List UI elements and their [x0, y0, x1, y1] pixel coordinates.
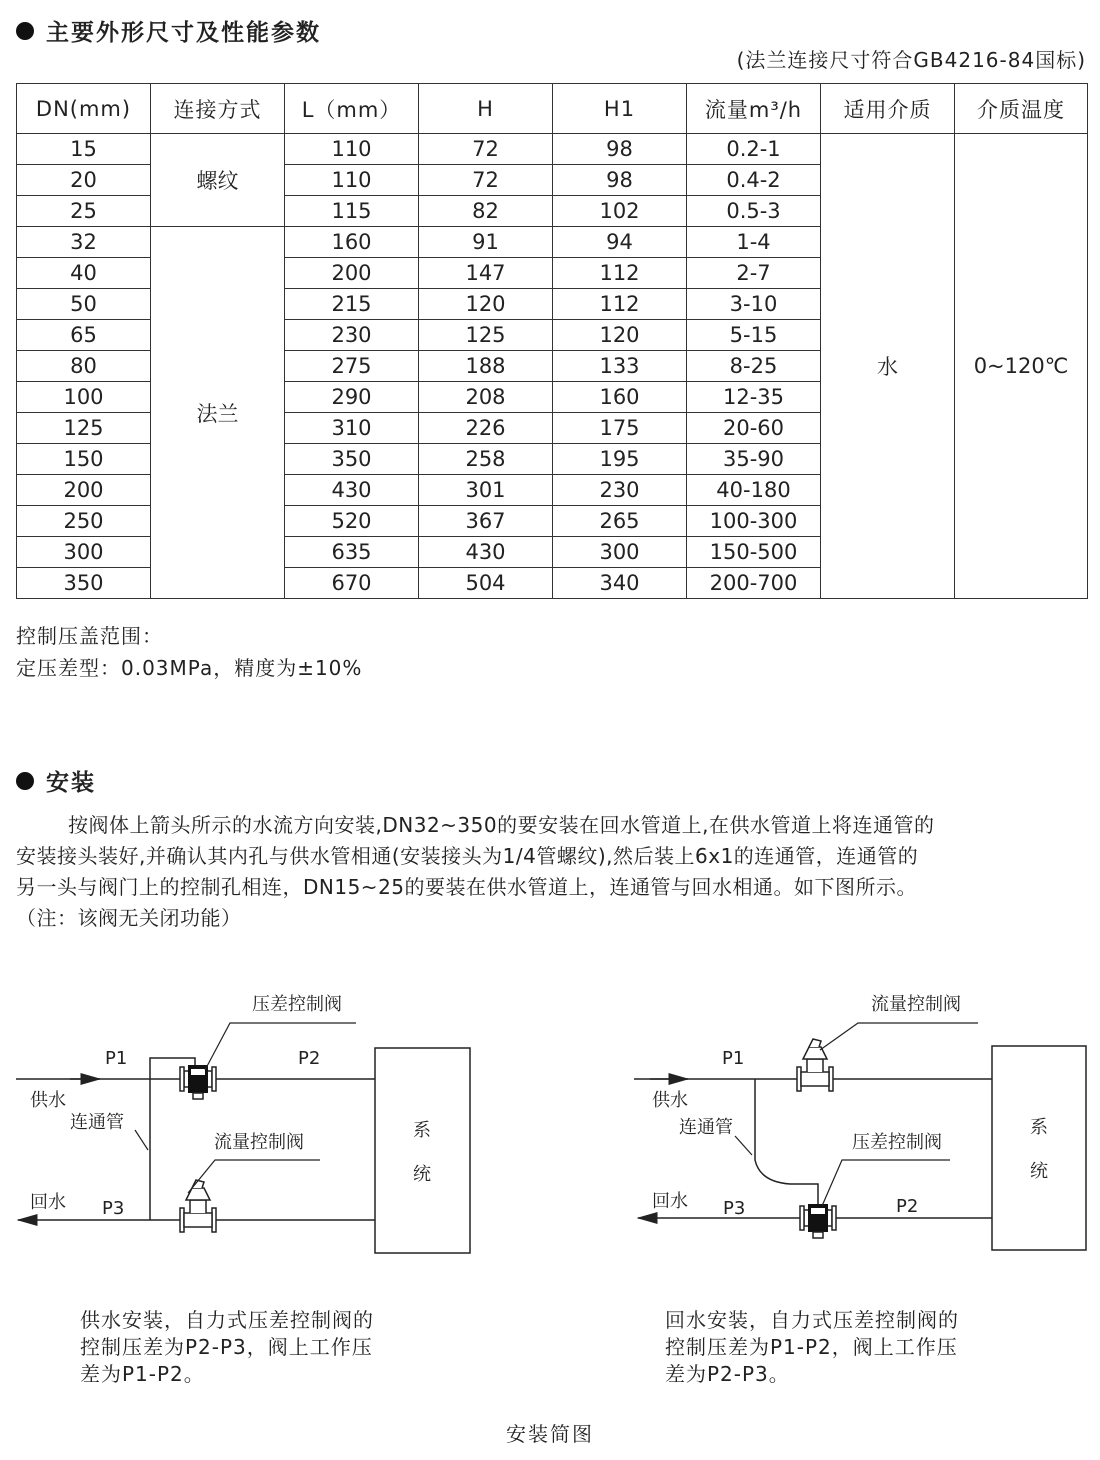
- label-system-1: 系: [1030, 1117, 1048, 1138]
- cell-dn: 65: [17, 320, 151, 351]
- section-title: 安装: [46, 770, 96, 796]
- cell-h: 72: [419, 165, 553, 196]
- cell-l: 430: [285, 475, 419, 506]
- cell-l: 110: [285, 165, 419, 196]
- cell-l: 115: [285, 196, 419, 227]
- caption-supply-install: [80, 1307, 374, 1388]
- install-diagram: [0, 980, 1100, 1280]
- system-box: [375, 1048, 470, 1253]
- cell-flow: 12-35: [687, 382, 821, 413]
- cell-h1: 112: [553, 289, 687, 320]
- cell-l: 635: [285, 537, 419, 568]
- cell-flow: 35-90: [687, 444, 821, 475]
- cell-h1: 300: [553, 537, 687, 568]
- caption-line: 回水安装，自力式压差控制阀的: [665, 1308, 959, 1332]
- table-header-row: [17, 84, 1088, 134]
- cell-flow: 100-300: [687, 506, 821, 537]
- cell-h: 82: [419, 196, 553, 227]
- bullet-dot-icon: [16, 772, 34, 790]
- cell-l: 215: [285, 289, 419, 320]
- cell-connection: 法兰: [151, 227, 285, 599]
- pressure-differential-valve-icon: [180, 1065, 216, 1099]
- cell-h1: 102: [553, 196, 687, 227]
- header-temperature: 介质温度: [955, 84, 1088, 134]
- label-supply: 供水: [30, 1090, 66, 1111]
- cell-l: 110: [285, 134, 419, 165]
- header-h: H: [419, 84, 553, 134]
- standard-note: (法兰连接尺寸符合GB4216-84国标): [736, 48, 1086, 72]
- label-p3: P3: [102, 1198, 125, 1219]
- leader-line: [135, 1130, 148, 1150]
- control-range-value: 定压差型：0.03MPa，精度为±10%: [16, 656, 363, 680]
- label-fcv: 流量控制阀: [214, 1132, 304, 1153]
- cell-flow: 150-500: [687, 537, 821, 568]
- cell-dn: 20: [17, 165, 151, 196]
- cell-flow: 0.4-2: [687, 165, 821, 196]
- leader-line: [188, 1160, 320, 1193]
- label-pdv: 压差控制阀: [252, 994, 342, 1015]
- cell-l: 200: [285, 258, 419, 289]
- cell-dn: 300: [17, 537, 151, 568]
- cell-h: 147: [419, 258, 553, 289]
- cell-medium: 水: [821, 134, 955, 599]
- section-heading-specs: [16, 14, 321, 47]
- cell-flow: 0.5-3: [687, 196, 821, 227]
- label-p2: P2: [896, 1196, 919, 1217]
- cell-h: 188: [419, 351, 553, 382]
- paragraph-line: 另一头与阀门上的控制孔相连，DN15~25的要装在供水管道上，连通管与回水相通。如下图所示。: [16, 875, 918, 899]
- caption-return-install: [665, 1307, 959, 1388]
- cell-dn: 250: [17, 506, 151, 537]
- leader-line: [822, 1160, 950, 1206]
- diagram-right: [634, 994, 1086, 1250]
- cell-h1: 133: [553, 351, 687, 382]
- cell-l: 670: [285, 568, 419, 599]
- cell-h1: 98: [553, 165, 687, 196]
- cell-h1: 120: [553, 320, 687, 351]
- leader-line: [205, 1023, 356, 1070]
- cell-h: 120: [419, 289, 553, 320]
- header-l: L（mm）: [285, 84, 419, 134]
- cell-dn: 80: [17, 351, 151, 382]
- label-system-1: 系: [413, 1120, 431, 1141]
- figure-title: 安装简图: [506, 1422, 594, 1446]
- cell-l: 230: [285, 320, 419, 351]
- label-fcv: 流量控制阀: [871, 994, 961, 1015]
- caption-line: 供水安装，自力式压差控制阀的: [80, 1308, 374, 1332]
- cell-dn: 25: [17, 196, 151, 227]
- flow-control-valve-icon: [180, 1180, 216, 1232]
- cell-h: 208: [419, 382, 553, 413]
- paragraph-line: 按阀体上箭头所示的水流方向安装,DN32~350的要安装在回水管道上,在供水管道上将连通管的: [68, 813, 935, 837]
- label-return: 回水: [652, 1191, 688, 1212]
- install-paragraph: [16, 810, 1091, 934]
- cell-h1: 112: [553, 258, 687, 289]
- cell-dn: 32: [17, 227, 151, 258]
- cell-h1: 340: [553, 568, 687, 599]
- cell-h1: 230: [553, 475, 687, 506]
- label-tube: 连通管: [679, 1117, 733, 1138]
- cell-l: 350: [285, 444, 419, 475]
- section-heading-install: [16, 764, 96, 797]
- header-medium: 适用介质: [821, 84, 955, 134]
- cell-l: 160: [285, 227, 419, 258]
- table-row: [17, 134, 1088, 165]
- pressure-differential-valve-icon: [800, 1204, 836, 1238]
- header-connection: 连接方式: [151, 84, 285, 134]
- cell-dn: 100: [17, 382, 151, 413]
- cell-h1: 195: [553, 444, 687, 475]
- diagram-left: [16, 994, 470, 1253]
- label-pdv: 压差控制阀: [852, 1132, 942, 1153]
- cell-h: 91: [419, 227, 553, 258]
- flow-control-valve-icon: [797, 1039, 833, 1091]
- spec-table: [16, 83, 1088, 599]
- label-p1: P1: [722, 1048, 745, 1069]
- cell-flow: 40-180: [687, 475, 821, 506]
- cell-h1: 175: [553, 413, 687, 444]
- cell-h: 125: [419, 320, 553, 351]
- paragraph-line: （注：该阀无关闭功能）: [16, 906, 242, 930]
- header-flow: 流量m³/h: [687, 84, 821, 134]
- cell-l: 290: [285, 382, 419, 413]
- cell-h: 258: [419, 444, 553, 475]
- cell-h: 430: [419, 537, 553, 568]
- label-system-2: 统: [413, 1164, 431, 1185]
- section-title: 主要外形尺寸及性能参数: [46, 20, 321, 46]
- paragraph-line: 安装接头装好,并确认其内孔与供水管相通(安装接头为1/4管螺纹),然后装上6x1的连通管，连通管的: [16, 844, 919, 868]
- cell-l: 310: [285, 413, 419, 444]
- label-supply: 供水: [652, 1090, 688, 1111]
- cell-h1: 160: [553, 382, 687, 413]
- cell-dn: 125: [17, 413, 151, 444]
- caption-line: 差为P1-P2。: [80, 1362, 205, 1386]
- cell-connection: 螺纹: [151, 134, 285, 227]
- cell-dn: 350: [17, 568, 151, 599]
- control-range-label: 控制压盖范围：: [16, 624, 163, 648]
- cell-flow: 8-25: [687, 351, 821, 382]
- cell-dn: 200: [17, 475, 151, 506]
- cell-h: 72: [419, 134, 553, 165]
- cell-flow: 200-700: [687, 568, 821, 599]
- cell-flow: 5-15: [687, 320, 821, 351]
- bullet-dot-icon: [16, 22, 34, 40]
- cell-flow: 1-4: [687, 227, 821, 258]
- cell-flow: 20-60: [687, 413, 821, 444]
- cell-h1: 98: [553, 134, 687, 165]
- cell-h1: 94: [553, 227, 687, 258]
- label-p1: P1: [105, 1048, 128, 1069]
- label-return: 回水: [30, 1192, 66, 1213]
- label-p3: P3: [723, 1198, 746, 1219]
- leader-line: [820, 1023, 978, 1050]
- cell-l: 520: [285, 506, 419, 537]
- label-p2: P2: [298, 1048, 321, 1069]
- connecting-tube: [755, 1079, 818, 1204]
- cell-l: 275: [285, 351, 419, 382]
- cell-dn: 15: [17, 134, 151, 165]
- system-box: [992, 1046, 1086, 1250]
- label-system-2: 统: [1030, 1161, 1048, 1182]
- cell-flow: 2-7: [687, 258, 821, 289]
- header-h1: H1: [553, 84, 687, 134]
- cell-dn: 150: [17, 444, 151, 475]
- cell-h1: 265: [553, 506, 687, 537]
- header-dn: DN(mm): [17, 84, 151, 134]
- caption-line: 控制压差为P1-P2，阀上工作压: [665, 1335, 958, 1359]
- caption-line: 差为P2-P3。: [665, 1362, 790, 1386]
- leader-line: [735, 1136, 752, 1155]
- cell-h: 301: [419, 475, 553, 506]
- cell-h: 367: [419, 506, 553, 537]
- label-tube: 连通管: [70, 1112, 124, 1133]
- cell-dn: 50: [17, 289, 151, 320]
- cell-h: 504: [419, 568, 553, 599]
- cell-temperature: 0~120℃: [955, 134, 1088, 599]
- cell-h: 226: [419, 413, 553, 444]
- cell-flow: 0.2-1: [687, 134, 821, 165]
- caption-line: 控制压差为P2-P3，阀上工作压: [80, 1335, 373, 1359]
- cell-dn: 40: [17, 258, 151, 289]
- cell-flow: 3-10: [687, 289, 821, 320]
